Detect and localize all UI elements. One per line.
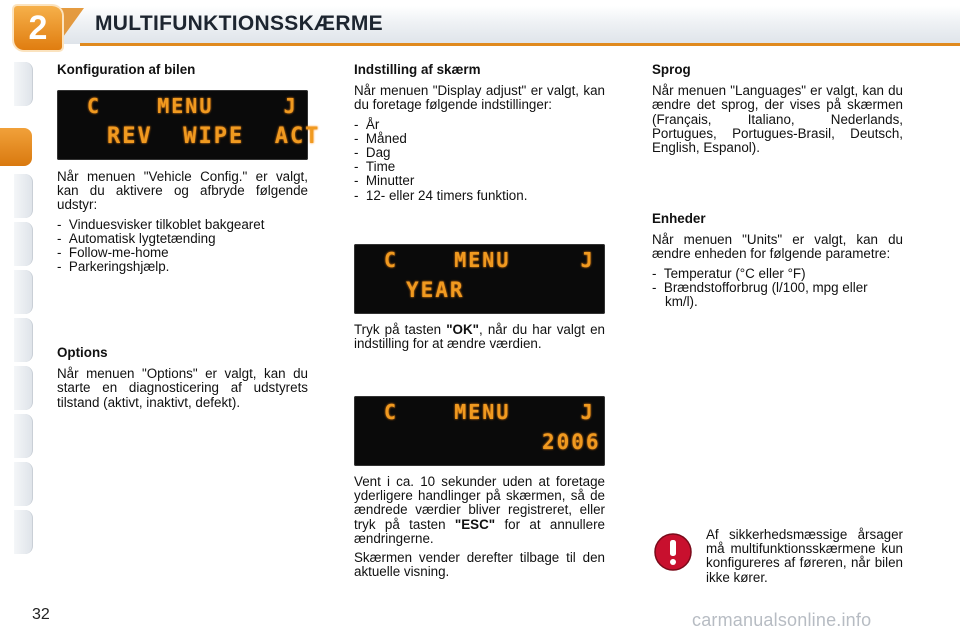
list-item: - Follow-me-home	[57, 246, 308, 260]
units-intro: Når menuen "Units" er valgt, kan du ændre enheden for følgende parametre:	[652, 232, 903, 262]
exclamation-warning-icon	[653, 532, 693, 572]
section-heading-units: Enheder	[652, 211, 706, 226]
ok-text-post: , når du har valgt en indstilling for at ændre værdien.	[354, 322, 605, 352]
column-options	[57, 346, 308, 415]
column-display-adjust	[354, 63, 605, 203]
column-units	[652, 212, 903, 309]
chapter-tab-3[interactable]	[14, 174, 33, 218]
lcd-display-2006	[354, 396, 605, 466]
esc-instruction-text	[354, 475, 605, 546]
display-adjust-list	[354, 118, 605, 203]
return-text: Skærmen vender derefter tilbage til den aktuelle visning.	[354, 550, 605, 580]
chapter-tab-10[interactable]	[14, 510, 33, 554]
esc-instruction	[354, 475, 605, 584]
languages-text: Når menuen "Languages" er valgt, kan du ændre det sprog, der vises på skærmen (Français, Italiano, Nederlands, Portugues, Portugues-Brasil, Deutsch, English, Espanol).	[652, 83, 903, 156]
list-item: - Temperatur (°C eller °F)	[652, 267, 903, 281]
list-item: - Vinduesvisker tilkoblet bakgearet	[57, 218, 308, 232]
esc-text-post: for at annullere ændringerne.	[354, 516, 605, 546]
esc-text-pre: Vent i ca. 10 sekunder uden at foretage yderligere handlinger på skærmen, så de ændrede værdier bliver registreret, eller tryk på tasten	[354, 474, 605, 532]
section-heading-languages: Sprog	[652, 62, 691, 77]
column-vehicle-config-text	[57, 170, 308, 274]
display-adjust-intro: Når menuen "Display adjust" er valgt, kan du foretage følgende indstillinger:	[354, 83, 605, 113]
units-list	[652, 267, 903, 310]
list-item: - Måned	[354, 132, 605, 146]
list-item: - Dag	[354, 146, 605, 160]
section-heading-options: Options	[57, 345, 108, 360]
esc-key-label: "ESC"	[454, 516, 496, 532]
list-item: - Parkeringshjælp.	[57, 260, 308, 274]
vehicle-config-list	[57, 218, 308, 275]
list-item: - Time	[354, 160, 605, 174]
page-title: MULTIFUNKTIONSSKÆRME	[95, 12, 383, 35]
list-item: - År	[354, 118, 605, 132]
chapter-tab-5[interactable]	[14, 270, 33, 314]
lcd-menu-line: C MENU J	[384, 248, 595, 272]
chapter-tab-6[interactable]	[14, 318, 33, 362]
chapter-tab-9[interactable]	[14, 462, 33, 506]
section-heading-display-adjust: Indstilling af skærm	[354, 62, 481, 77]
chapter-tab-2-active[interactable]	[0, 128, 32, 166]
column-languages	[652, 63, 903, 160]
chapter-number-badge: 2	[14, 6, 62, 50]
ok-instruction-text	[354, 323, 605, 351]
page-number: 32	[32, 606, 50, 623]
options-text: Når menuen "Options" er valgt, kan du starte en diagnosticering af udstyrets tilstand (aktivt, inaktivt, defekt).	[57, 366, 308, 410]
lcd-menu-line: C MENU J	[384, 400, 595, 424]
ok-instruction	[354, 323, 605, 356]
column-vehicle-config	[57, 63, 308, 84]
lcd-display-year	[354, 244, 605, 314]
chapter-tab-strip	[0, 62, 34, 580]
section-heading-vehicle-config: Konfiguration af bilen	[57, 62, 196, 77]
lcd-display-vehicle-config	[57, 90, 321, 160]
chapter-tab-4[interactable]	[14, 222, 33, 266]
ok-text-pre: Tryk på tasten	[354, 322, 447, 337]
chapter-tab-8[interactable]	[14, 414, 33, 458]
list-item: - Brændstofforbrug (l/100, mpg eller km/l).	[652, 281, 903, 309]
lcd-year-line: YEAR	[406, 278, 465, 302]
ok-key-label: "OK"	[446, 322, 479, 337]
warning-text: Af sikkerhedsmæssige årsager må multifunktionsskærmene kun konfigureres af føreren, når bilen ikke kører.	[706, 527, 903, 585]
watermark: carmanualsonline.info	[692, 610, 872, 630]
page-header	[0, 0, 960, 52]
chapter-tab-7[interactable]	[14, 366, 33, 410]
chapter-tab-1[interactable]	[14, 62, 33, 106]
list-item: - 12- eller 24 timers funktion.	[354, 189, 605, 203]
list-item: - Automatisk lygtetænding	[57, 232, 308, 246]
warning-note	[706, 528, 903, 590]
lcd-options-line: REV WIPE ACT	[107, 124, 321, 149]
lcd-menu-line: C MENU J	[87, 94, 298, 118]
list-item: - Minutter	[354, 174, 605, 188]
lcd-value-line: 2006	[542, 430, 601, 454]
vehicle-config-intro: Når menuen "Vehicle Config." er valgt, kan du aktivere og afbryde følgende udstyr:	[57, 169, 308, 213]
header-rule	[80, 43, 960, 46]
